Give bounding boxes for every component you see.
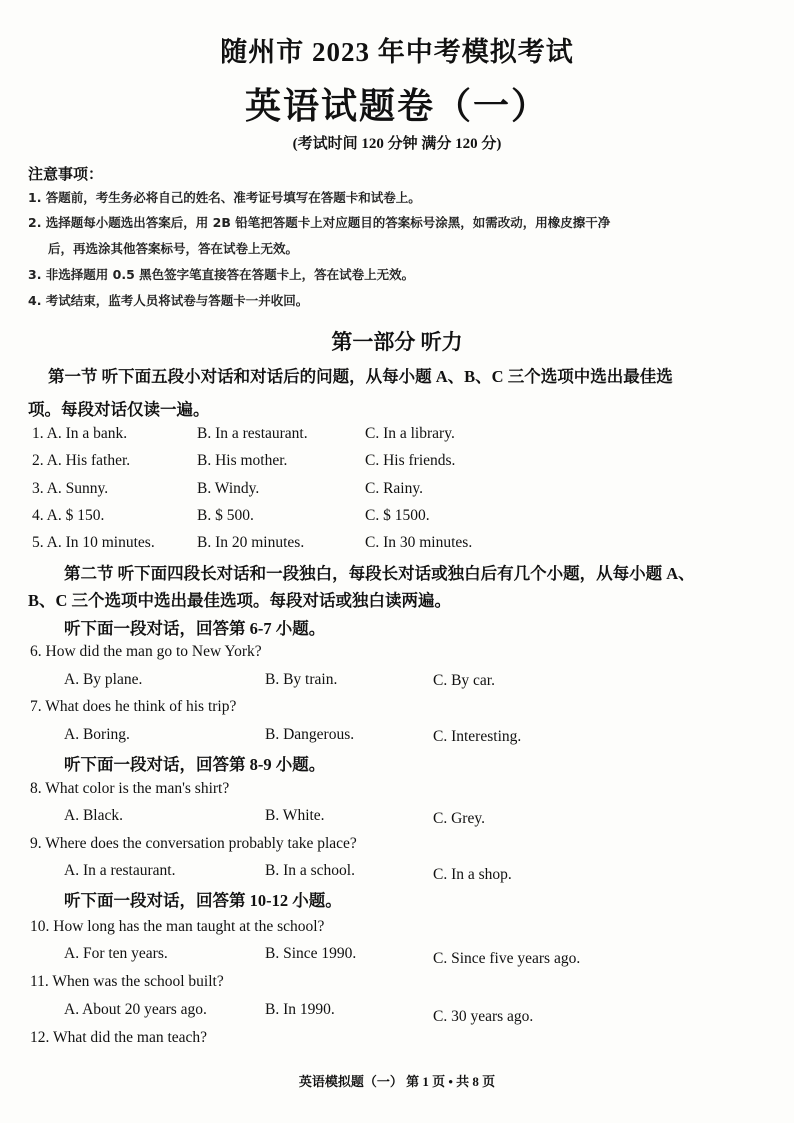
question-option-c: C. By car. bbox=[433, 672, 495, 689]
question-option-c: C. Rainy. bbox=[365, 480, 423, 497]
section-instruction: 第一节 听下面五段小对话和对话后的问题，从每小题 A、B、C 三个选项中选出最佳选 bbox=[48, 367, 673, 386]
question-option-a: A. By plane. bbox=[64, 671, 143, 688]
question-option-a: 5. A. In 10 minutes. bbox=[32, 534, 155, 551]
question-option-a: A. For ten years. bbox=[64, 945, 168, 962]
question-option-b: B. By train. bbox=[265, 671, 338, 688]
question-option-b: B. In a school. bbox=[265, 862, 355, 879]
question-option-c: C. In a shop. bbox=[433, 866, 512, 883]
question-option-a: 1. A. In a bank. bbox=[32, 425, 128, 442]
question-option-c: C. Grey. bbox=[433, 810, 485, 827]
notice-item: 1. 答题前，考生务必将自己的姓名、准考证号填写在答题卡和试卷上。 bbox=[28, 190, 421, 205]
question-option-c: C. 30 years ago. bbox=[433, 1008, 534, 1025]
question-option-b: B. In 20 minutes. bbox=[197, 534, 305, 551]
question-option-b: B. In a restaurant. bbox=[197, 425, 308, 442]
dialog-instruction: 听下面一段对话，回答第 6-7 小题。 bbox=[64, 619, 326, 638]
part-title: 第一部分 听力 bbox=[331, 330, 463, 354]
question-option-b: B. Windy. bbox=[197, 480, 260, 497]
question-option-c: C. Interesting. bbox=[433, 728, 522, 745]
question-option-c: C. $ 1500. bbox=[365, 507, 430, 524]
notice-item: 2. 选择题每小题选出答案后，用 2B 铅笔把答题卡上对应题目的答案标号涂黑，如需改动，用橡皮擦干净 bbox=[28, 215, 611, 230]
section-instruction: B、C 三个选项中选出最佳选项。每段对话或独白读两遍。 bbox=[28, 591, 452, 610]
notice-item: 4. 考试结束，监考人员将试卷与答题卡一并收回。 bbox=[28, 293, 309, 308]
exam-title: 随州市 2023 年中考模拟考试 bbox=[220, 37, 574, 67]
question-stem: 8. What color is the man's shirt? bbox=[30, 780, 230, 797]
notice-heading: 注意事项： bbox=[28, 167, 104, 183]
question-option-b: B. Dangerous. bbox=[265, 726, 355, 743]
question-option-b: B. Since 1990. bbox=[265, 945, 357, 962]
question-stem: 10. How long has the man taught at the school? bbox=[30, 918, 325, 935]
question-option-a: A. About 20 years ago. bbox=[64, 1001, 207, 1018]
paper-title: 英语试题卷（一） bbox=[244, 86, 549, 126]
question-option-b: B. White. bbox=[265, 807, 325, 824]
question-stem: 7. What does he think of his trip? bbox=[30, 698, 237, 715]
question-option-b: B. His mother. bbox=[197, 452, 288, 469]
exam-duration: (考试时间 120 分钟 满分 120 分) bbox=[292, 136, 502, 152]
notice-item: 后，再选涂其他答案标号，答在试卷上无效。 bbox=[48, 241, 299, 256]
question-stem: 6. How did the man go to New York? bbox=[30, 643, 262, 660]
page-footer: 英语模拟题（一） 第 1 页 • 共 8 页 bbox=[298, 1074, 496, 1089]
question-option-b: B. In 1990. bbox=[265, 1001, 335, 1018]
section-instruction: 第二节 听下面四段长对话和一段独白，每段长对话或独白后有几个小题，从每小题 A、 bbox=[64, 564, 695, 583]
question-option-a: 3. A. Sunny. bbox=[32, 480, 109, 497]
question-option-a: A. Boring. bbox=[64, 726, 130, 743]
question-option-c: C. His friends. bbox=[365, 452, 456, 469]
notice-item: 3. 非选择题用 0.5 黑色签字笔直接答在答题卡上，答在试卷上无效。 bbox=[28, 267, 415, 282]
question-option-a: A. In a restaurant. bbox=[64, 862, 176, 879]
question-stem: 11. When was the school built? bbox=[30, 973, 224, 990]
question-option-b: B. $ 500. bbox=[197, 507, 254, 524]
section-instruction: 项。每段对话仅读一遍。 bbox=[28, 400, 210, 419]
question-option-a: 2. A. His father. bbox=[32, 452, 131, 469]
question-option-c: C. In a library. bbox=[365, 425, 455, 442]
dialog-instruction: 听下面一段对话，回答第 10-12 小题。 bbox=[64, 891, 342, 910]
question-stem: 12. What did the man teach? bbox=[30, 1029, 208, 1046]
question-stem: 9. Where does the conversation probably take place? bbox=[30, 835, 357, 852]
question-option-a: 4. A. $ 150. bbox=[32, 507, 105, 524]
dialog-instruction: 听下面一段对话，回答第 8-9 小题。 bbox=[64, 755, 326, 774]
question-option-c: C. In 30 minutes. bbox=[365, 534, 473, 551]
question-option-c: C. Since five years ago. bbox=[433, 950, 581, 967]
question-option-a: A. Black. bbox=[64, 807, 123, 824]
